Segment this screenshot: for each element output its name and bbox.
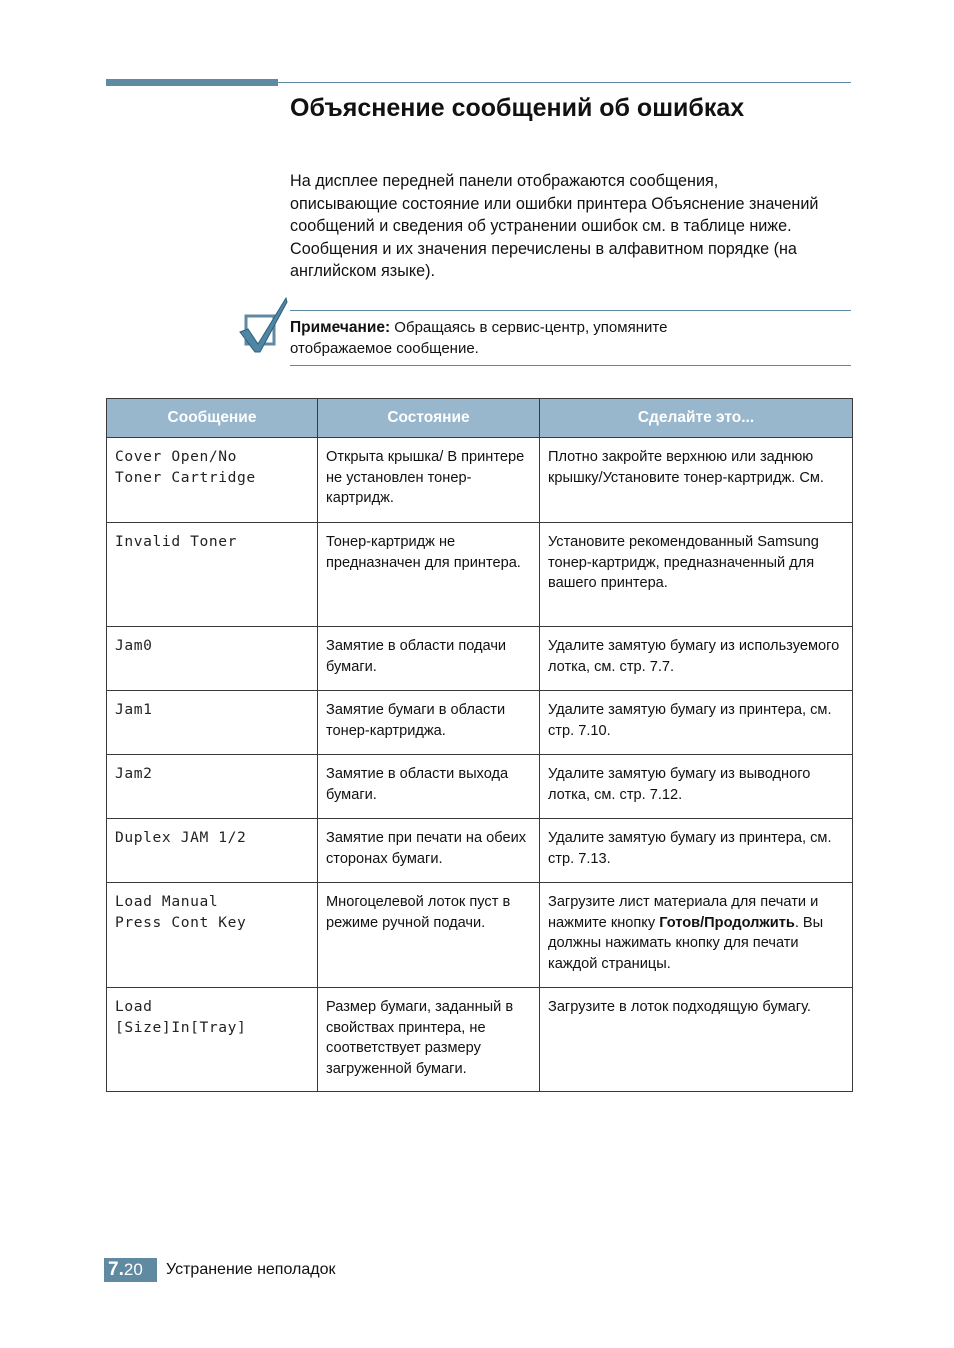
message-line: [Size]In[Tray] bbox=[115, 1018, 247, 1036]
message-cell bbox=[107, 438, 318, 523]
table-row bbox=[107, 988, 853, 1092]
action-cell: Установите рекомендованный Samsung тонер-картридж, предназначенный для вашего принтера. bbox=[540, 523, 853, 627]
table-row bbox=[107, 755, 853, 819]
message-cell bbox=[107, 691, 318, 755]
state-cell: Тонер-картридж не предназначен для принтера. bbox=[318, 523, 540, 627]
message-line: Cover Open/No bbox=[115, 448, 238, 465]
table-row bbox=[107, 883, 853, 988]
table-row bbox=[107, 438, 853, 523]
message-cell bbox=[107, 523, 318, 627]
message-line: Press Cont Key bbox=[115, 913, 247, 931]
column-header-state: Состояние bbox=[318, 399, 540, 438]
note-label: Примечание: bbox=[290, 319, 391, 336]
page-number: 20 bbox=[123, 1260, 143, 1279]
action-cell: Удалите замятую бумагу из используемого лотка, см. стр. 7.7. bbox=[540, 627, 853, 691]
table-header-row bbox=[107, 399, 853, 438]
note-body: Обращаясь в сервис-центр, упомяните отображаемое сообщение. bbox=[290, 319, 668, 357]
checkmark-icon bbox=[238, 296, 290, 356]
state-cell: Замятие в области выхода бумаги. bbox=[318, 755, 540, 819]
note-divider-bottom bbox=[290, 365, 851, 366]
error-messages-table bbox=[106, 398, 853, 1092]
column-header-message: Сообщение bbox=[107, 399, 318, 438]
message-line: Jam2 bbox=[115, 765, 153, 782]
state-cell: Открыта крышка/ В принтере не установлен тонер-картридж. bbox=[318, 438, 540, 523]
message-line: Toner Cartridge bbox=[115, 468, 256, 486]
message-cell bbox=[107, 819, 318, 883]
message-line: Jam0 bbox=[115, 637, 153, 654]
table-row bbox=[107, 523, 853, 627]
action-cell: Удалите замятую бумагу из принтера, см. стр. 7.13. bbox=[540, 819, 853, 883]
table-row bbox=[107, 627, 853, 691]
footer-section-title: Устранение неполадок bbox=[166, 1261, 336, 1278]
action-cell: Удалите замятую бумагу из выводного лотка, см. стр. 7.12. bbox=[540, 755, 853, 819]
message-line: Load bbox=[115, 998, 153, 1015]
page-title: Объяснение сообщений об ошибках bbox=[290, 94, 745, 122]
state-cell: Замятие при печати на обеих сторонах бумаги. bbox=[318, 819, 540, 883]
column-header-action: Сделайте это... bbox=[540, 399, 853, 438]
table-row bbox=[107, 691, 853, 755]
header-rule bbox=[278, 82, 851, 83]
table-row bbox=[107, 819, 853, 883]
action-cell: Загрузите в лоток подходящую бумагу. bbox=[540, 988, 853, 1092]
message-line: Jam1 bbox=[115, 701, 153, 718]
state-cell: Размер бумаги, заданный в свойствах принтера, не соответствует размеру загруженной бумаги. bbox=[318, 988, 540, 1092]
message-line: Load Manual bbox=[115, 893, 219, 910]
action-cell: Удалите замятую бумагу из принтера, см. стр. 7.10. bbox=[540, 691, 853, 755]
action-cell: Плотно закройте верхнюю или заднюю крышку/Установите тонер-картридж. См. bbox=[540, 438, 853, 523]
message-cell bbox=[107, 627, 318, 691]
message-line: Duplex JAM 1/2 bbox=[115, 829, 247, 846]
header-accent-bar bbox=[106, 79, 278, 86]
action-text: Загрузите лист материала для печати и нажмите кнопку bbox=[548, 894, 819, 931]
page-number-badge bbox=[104, 1258, 157, 1282]
chapter-number: 7. bbox=[108, 1259, 124, 1280]
ready-continue-key-label: Готов/Продолжить bbox=[659, 914, 795, 931]
message-cell bbox=[107, 883, 318, 988]
intro-paragraph: На дисплее передней панели отображаются сообщения, описывающие состояние или ошибки принтера Объяснение значений сообщений и сведения об устранении ошибок см. в таблице ниже. Сообщения и их значения перечислены в алфавитном порядке (на английском языке). bbox=[290, 172, 819, 280]
action-text: . Вы должны нажимать кнопку для печати каждой страницы. bbox=[548, 914, 824, 972]
message-cell bbox=[107, 755, 318, 819]
message-line: Invalid Toner bbox=[115, 533, 238, 550]
action-cell bbox=[540, 883, 853, 988]
state-cell: Замятие в области подачи бумаги. bbox=[318, 627, 540, 691]
state-cell: Замятие бумаги в области тонер-картриджа. bbox=[318, 691, 540, 755]
state-cell: Многоцелевой лоток пуст в режиме ручной подачи. bbox=[318, 883, 540, 988]
message-cell bbox=[107, 988, 318, 1092]
note-text bbox=[290, 317, 760, 359]
note-divider-top bbox=[290, 310, 851, 311]
